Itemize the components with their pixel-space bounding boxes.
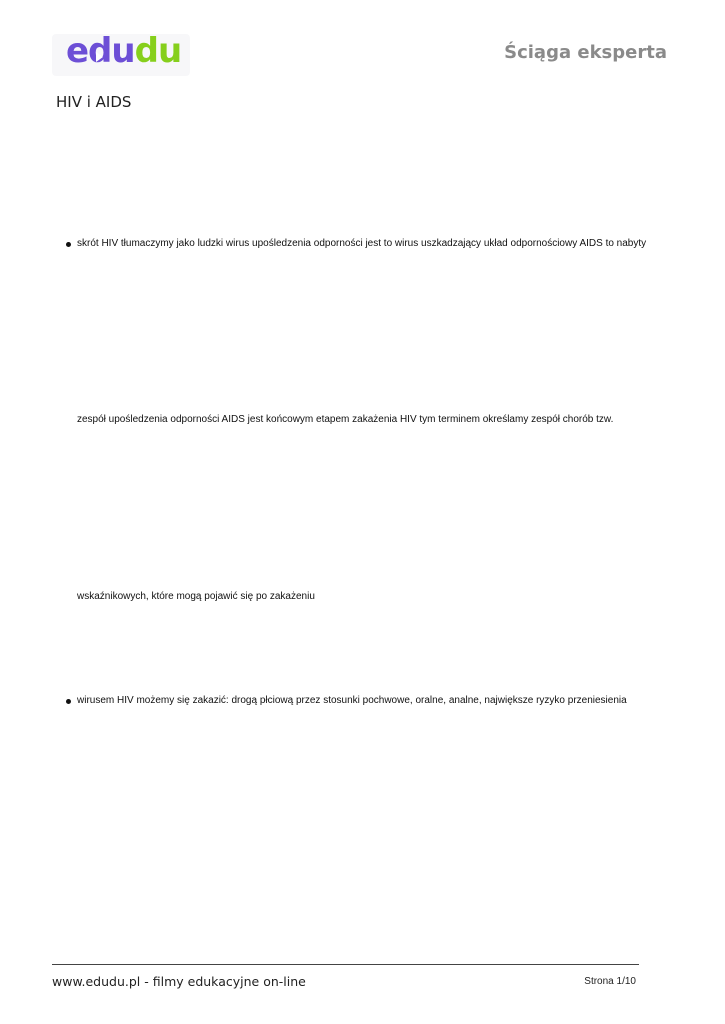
footer-divider xyxy=(52,964,639,965)
document-title: HIV i AIDS xyxy=(56,93,132,111)
edudu-logo[interactable] xyxy=(52,31,190,76)
text-line-4: wirusem HIV możemy się zakazić: drogą płciową przez stosunki pochwowe, oralne, analne, największe ryzyko przeniesienia xyxy=(77,695,627,706)
logo-text-part2: du xyxy=(134,31,182,71)
bullet-icon xyxy=(66,242,71,247)
page-number: Strona 1/10 xyxy=(584,976,636,987)
logo-text-part1: edu xyxy=(66,31,135,71)
text-line-3: wskaźnikowych, które mogą pojawić się po zakażeniu xyxy=(77,591,315,602)
footer-site-link[interactable]: www.edudu.pl - filmy edukacyjne on-line xyxy=(52,974,306,989)
play-icon xyxy=(96,52,103,62)
header-title: Ściąga eksperta xyxy=(504,42,667,63)
bullet-icon xyxy=(66,699,71,704)
logo-wordmark xyxy=(66,30,181,72)
text-line-1: skrót HIV tłumaczymy jako ludzki wirus upośledzenia odporności jest to wirus uszkadzający układ odpornościowy AIDS to nabyty xyxy=(77,238,647,249)
text-line-2: zespół upośledzenia odporności AIDS jest końcowym etapem zakażenia HIV tym terminem określamy zespół chorób tzw. xyxy=(77,414,614,425)
